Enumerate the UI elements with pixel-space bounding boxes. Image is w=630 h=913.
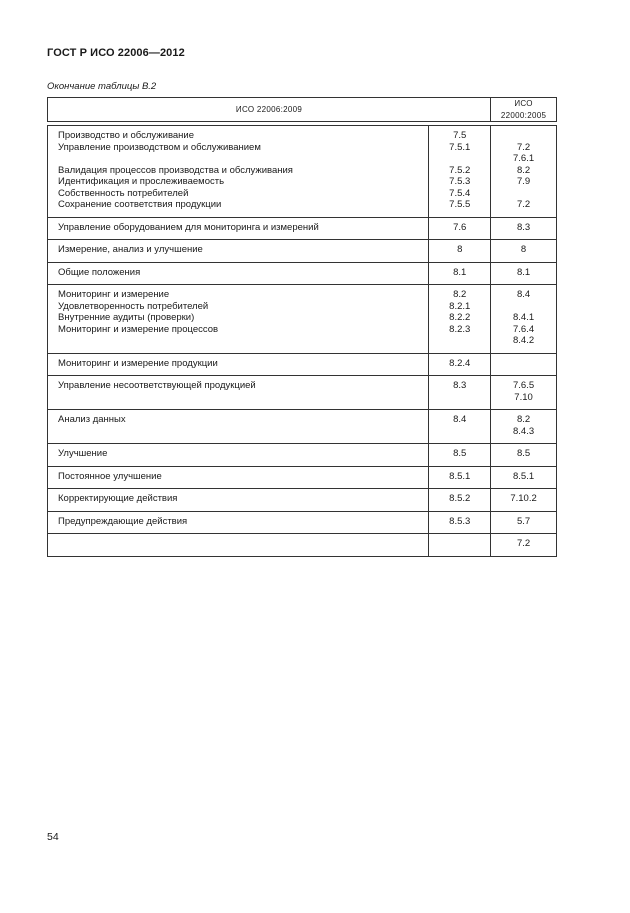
table-row: [48, 262, 557, 285]
row-name-cell: [48, 240, 429, 263]
clause-number: 8.1: [453, 266, 467, 278]
row-iso22000-cell: [491, 534, 557, 557]
row-label-line: Мониторинг и измерение: [58, 289, 170, 300]
row-name-cell: [48, 534, 429, 557]
clause-number: 8.3: [516, 221, 531, 233]
clause-number: 8.2.1: [449, 300, 471, 312]
row-iso22006-cell: [429, 353, 491, 376]
table-body: [48, 126, 557, 557]
clause-number: 7.6.4: [512, 323, 535, 335]
clause-number: 8.4: [453, 414, 467, 425]
row-label-line: Внутренние аудиты (проверки): [58, 312, 195, 323]
row-iso22006-cell: [429, 126, 491, 218]
row-label-line: Общие положения: [58, 266, 141, 278]
row-label-line: Постоянное улучшение: [58, 470, 162, 482]
row-iso22000-cell: [491, 466, 557, 489]
row-label-line: Улучшение: [58, 448, 108, 459]
row-name-cell: [48, 262, 429, 285]
clause-number: 7.2: [516, 141, 531, 153]
clause-number: 7.2: [516, 199, 531, 210]
clause-number: [493, 301, 554, 313]
table-row: [48, 217, 557, 240]
row-iso22006-cell: [429, 376, 491, 410]
row-iso22000-cell: [491, 489, 557, 512]
clause-number: 7.5.1: [449, 141, 471, 153]
row-name-cell: [48, 217, 429, 240]
clause-number: 8.4: [516, 289, 531, 300]
clause-number: 8.5.1: [512, 470, 535, 482]
row-iso22006-cell: [429, 511, 491, 534]
row-label-line: Валидация процессов производства и обслуживания: [58, 164, 293, 176]
row-label-line: Измерение, анализ и улучшение: [58, 244, 203, 255]
clause-number: 7.5: [453, 130, 467, 141]
row-label-line: Предупреждающие действия: [58, 515, 188, 527]
clause-number: 7.5.3: [449, 176, 471, 187]
clause-number: 7.5.5: [449, 199, 471, 210]
table-row: [48, 285, 557, 354]
table-row: [48, 126, 557, 218]
row-label-line: Управление несоответствующей продукцией: [58, 380, 256, 391]
row-iso22006-cell: [429, 262, 491, 285]
clause-number: [493, 130, 554, 142]
row-iso22006-cell: [429, 217, 491, 240]
clause-number: [493, 188, 554, 200]
row-iso22000-cell: [491, 217, 557, 240]
clause-number: [431, 153, 488, 165]
row-iso22006-cell: [429, 410, 491, 444]
clause-number: 7.10.2: [510, 493, 537, 504]
clause-number: 8.2.3: [449, 323, 471, 335]
clause-number: 8.5.2: [449, 493, 471, 504]
table-row: [48, 511, 557, 534]
clause-number: 7.5.2: [449, 164, 471, 176]
row-iso22006-cell: [429, 534, 491, 557]
clause-number: 8.2.4: [449, 357, 471, 369]
row-iso22000-cell: [491, 353, 557, 376]
table-row: [48, 534, 557, 557]
clause-number: [431, 538, 488, 550]
row-name-cell: [48, 285, 429, 354]
row-label-line: Собственность потребителей: [58, 187, 189, 199]
clause-number: [493, 358, 554, 370]
row-name-cell: [48, 376, 429, 410]
clause-number: 8: [457, 244, 463, 255]
clause-number: 8.3: [453, 380, 467, 391]
clause-number: 8.2.2: [449, 312, 471, 323]
table-row: [48, 240, 557, 263]
row-name-cell: [48, 353, 429, 376]
row-iso22000-cell: [491, 126, 557, 218]
clause-number: 8.5.1: [449, 470, 471, 482]
clause-number: 7.6.1: [512, 153, 535, 164]
row-iso22000-cell: [491, 285, 557, 354]
clause-number: 8.2: [516, 164, 531, 176]
row-iso22000-cell: [491, 511, 557, 534]
column-header-iso22000: ИСО 22000:2005: [491, 98, 557, 122]
clause-number: 8.4.3: [512, 425, 535, 437]
row-iso22000-cell: [491, 240, 557, 263]
clause-number: 8.5: [453, 448, 467, 459]
row-name-cell: [48, 444, 429, 467]
clause-number: 7.5.4: [449, 187, 471, 199]
clause-number: 7.6: [453, 221, 467, 233]
clause-number: 8.5.3: [449, 515, 471, 527]
table-header: [48, 98, 557, 126]
row-iso22000-cell: [491, 262, 557, 285]
row-name-cell: [48, 410, 429, 444]
row-label-line: Управление оборудованием для мониторинга и измерений: [58, 221, 319, 233]
row-label-line: Удовлетворенность потребителей: [58, 300, 209, 312]
row-iso22006-cell: [429, 489, 491, 512]
table-row: [48, 466, 557, 489]
row-iso22000-cell: [491, 376, 557, 410]
correspondence-table: [47, 97, 557, 557]
row-label-line: Сохранение соответствия продукции: [58, 199, 222, 210]
table-row: [48, 489, 557, 512]
row-label-line: Производство и обслуживание: [58, 130, 195, 141]
row-label-line: [58, 538, 422, 550]
table-row: [48, 410, 557, 444]
clause-number: 8.4.2: [512, 335, 535, 346]
page-number: 54: [47, 831, 59, 843]
row-label-line: Мониторинг и измерение процессов: [58, 323, 219, 335]
row-label-line: Мониторинг и измерение продукции: [58, 357, 218, 369]
clause-number: 8: [520, 244, 527, 255]
row-name-cell: [48, 126, 429, 218]
clause-number: 7.10: [514, 391, 533, 403]
clause-number: 8.4.1: [512, 312, 535, 323]
row-iso22000-cell: [491, 444, 557, 467]
clause-number: 8.2: [516, 414, 531, 425]
column-header-iso22006: ИСО 22006:2009: [48, 98, 491, 122]
clause-number: 8.1: [516, 266, 531, 278]
row-iso22006-cell: [429, 444, 491, 467]
row-name-cell: [48, 489, 429, 512]
row-label-line: Анализ данных: [58, 414, 126, 425]
row-iso22000-cell: [491, 410, 557, 444]
table-row: [48, 444, 557, 467]
row-name-cell: [48, 466, 429, 489]
document-header: ГОСТ Р ИСО 22006—2012: [47, 47, 185, 59]
table-caption: Окончание таблицы В.2: [47, 81, 157, 92]
clause-number: 5.7: [516, 515, 531, 527]
row-label-line: [58, 153, 422, 165]
row-iso22006-cell: [429, 285, 491, 354]
row-label-line: Корректирующие действия: [58, 493, 178, 504]
clause-number: 7.9: [516, 176, 531, 187]
clause-number: 7.2: [516, 538, 531, 549]
clause-number: 7.6.5: [512, 380, 535, 391]
row-label-line: Идентификация и прослеживаемость: [58, 176, 225, 187]
row-label-line: Управление производством и обслуживанием: [58, 141, 261, 153]
clause-number: 8.2: [453, 289, 467, 300]
table-row: [48, 353, 557, 376]
row-iso22006-cell: [429, 240, 491, 263]
clause-number: 8.5: [516, 448, 531, 459]
table-row: [48, 376, 557, 410]
row-iso22006-cell: [429, 466, 491, 489]
row-name-cell: [48, 511, 429, 534]
